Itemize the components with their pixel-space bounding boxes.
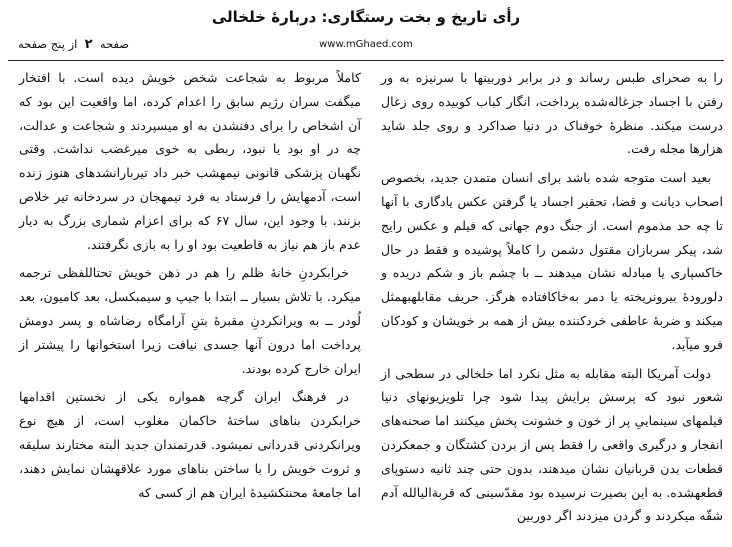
left-column [19,66,361,504]
right-column [381,66,723,528]
page-word: صفحه [99,37,130,51]
paragraph: بعید است متوجه شده باشد برای انسان متمدن جدید، بخصوص اصحاب دیانت و قضا، تحقیر اجساد یا گرفتن عکس یادگاری با آنها تا چه حد مذموم است. از جنگ دوم جهانی که فیلم و عکس رایج شد، پیکر سربازان مقتول دشمن را کاملاً پوشیده و فقط در حال خاکسپاری یا مبادله نشان میدهند ــ با چشم باز و شکم دریده و دلورودهٔ بیرونریخته یا دمر بەخاکافتاده هرگز. حریف مقابلهبهمثل میکند و ضربهٔ عاطفی خردکننده بیش از همه بر خویشان و کودکان فرو میآید. [381,170,723,352]
paragraph: را به صحرای طبس رساند و در برابر دوربینها با سرنیزه به ور رفتن با اجساد جزغالەشده پرداخت، انگار کباب کوبیده روی زغال درست میکند. منظرهٔ خوفناک در دنیا صداکرد و روی جلد شاید هزارها مجله رفت. [381,70,723,157]
paragraph: دولت آمریکا البته مقابله به مثل نکرد اما خلخالی در سطحی از شعور نبود که پرسش برایش پیدا شود چرا تلویزیونهای دنیا فیلمهای سینماییِ پر از خون و خشونت پخش میکنند اما صحنەهای انفجار و درگیری واقعی را فقط پس از بردن کشتگان و جمعکردن قطعات بدن قربانیان نشان میدهند، بدون حتی چند ثانیه دستوپای قطعهشده. به این بصیرت نرسیده بود مقدّسینی که قربةالیالله آدم شقّه میکردند و گردن میزدند اگر دوربین [381,365,723,524]
paragraph: کاملاً مربوط به شجاعت شخص خویش دیده است. با افتخار میگفت سران رژیم سابق را اعدام کرده، اما واقعیت این بود که آن اشخاص را برای دفنشدن به او میسپردند و شجاعت و عدالت، چه در او بود یا نبود، ربطی به خوی میرغضب نداشت. وقتی نگهبان پزشکی قانونی نیمهشب خبر داد تیربارانشدهای هنوز زنده است، آدمهایش را فرستاد به فرد نیمهجان در سردخانه تیر خلاص بزنند. با وجود این، سال ۶۷ که برای اعزام شماری بزرگ به دیار عدم باز هم نیاز به قاطعیت بود او را به بازی نگرفتند. [19,70,361,252]
paragraph: در فرهنگ ایران گرچه همواره یکی از نخستین اقدامها خرابکردن بناهای ساختهٔ حاکمان مغلوب است، از هیچ نوع ویرانکردنی قدردانی نمیشود. قدرتمندان جدید البته مختارند سلیقه و ثروت خویش را با ساختن بناهای مورد علاقهشان نمایش دهند، اما جامعهٔ محنتکشیدهٔ ایران هم از کسی که [19,389,361,500]
page-number: ۲ [84,37,93,52]
document-title: رأی تاریخ و بخت رستگاری: دربارهٔ خلخالی [211,8,521,26]
site-url: www.mGhaed.com [319,39,413,50]
page-total: از پنج صفحه [18,37,78,51]
paragraph: خرابکردنِ خانهٔ ظلم را هم در ذهن خویش تحتاللفظی ترجمه میکرد. با تلاش بسیار ــ ابتدا با جیپ و سیمبکسل، بعد کامیون، بعد لُودر ــ به ویرانکردنِ مقبرهٔ بتنِ آرامگاه رضاشاه و پسر دومش پرداخت اما درون آنها جسدی نیافت زیرا استخوانها را پیشتر از ایران خارج کرده بودند. [19,265,361,376]
header-divider [8,60,724,61]
page-header [8,4,724,62]
